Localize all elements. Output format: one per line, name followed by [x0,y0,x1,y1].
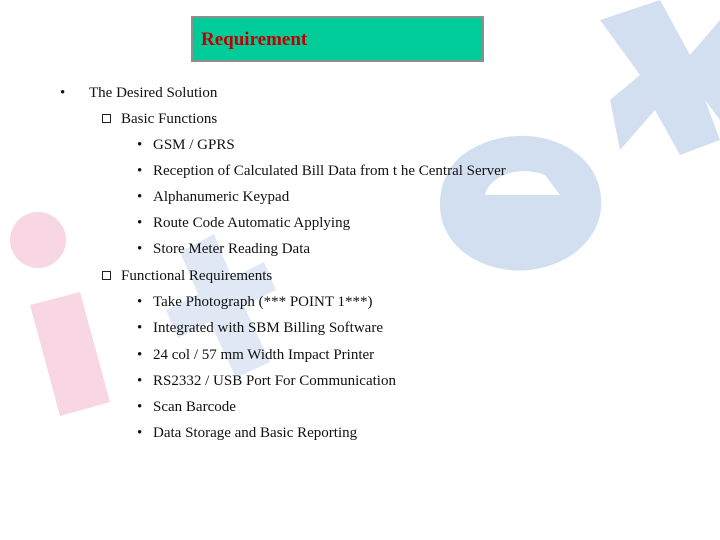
section-bullet-icon [102,114,111,123]
list-item: GSM / GPRS [153,137,235,153]
item-bullet-icon: • [137,215,143,231]
item-bullet-icon: • [137,320,143,336]
item-bullet-icon: • [137,425,143,441]
item-bullet-icon: • [137,163,143,179]
list-item: Take Photograph (*** POINT 1***) [153,294,373,310]
list-item: Integrated with SBM Billing Software [153,320,383,336]
list-item: Data Storage and Basic Reporting [153,425,358,441]
watermark-pink-stem [30,292,110,416]
level1-bullet-icon: • [60,85,66,101]
item-bullet-icon: • [137,347,143,363]
section-heading: Functional Requirements [121,268,273,284]
list-item: Store Meter Reading Data [153,241,311,257]
list-item: Scan Barcode [153,399,236,415]
section-bullet-icon [102,271,111,280]
list-item: Alphanumeric Keypad [153,189,290,205]
watermark-pink-dot [10,212,66,268]
watermark-blue-e [440,136,601,271]
list-item: 24 col / 57 mm Width Impact Printer [153,347,375,363]
item-bullet-icon: • [137,189,143,205]
slide-title: Requirement [201,29,308,50]
list-item: Route Code Automatic Applying [153,215,351,231]
list-item: Reception of Calculated Bill Data from t he Central Server [153,163,506,179]
item-bullet-icon: • [137,294,143,310]
item-bullet-icon: • [137,137,143,153]
item-bullet-icon: • [137,373,143,389]
watermark-blue-x [600,0,720,155]
title-box [191,16,484,62]
section-heading: Basic Functions [121,111,218,127]
list-item: RS2332 / USB Port For Communication [153,373,396,389]
item-bullet-icon: • [137,241,143,257]
level1-text: The Desired Solution [89,85,218,101]
item-bullet-icon: • [137,399,143,415]
